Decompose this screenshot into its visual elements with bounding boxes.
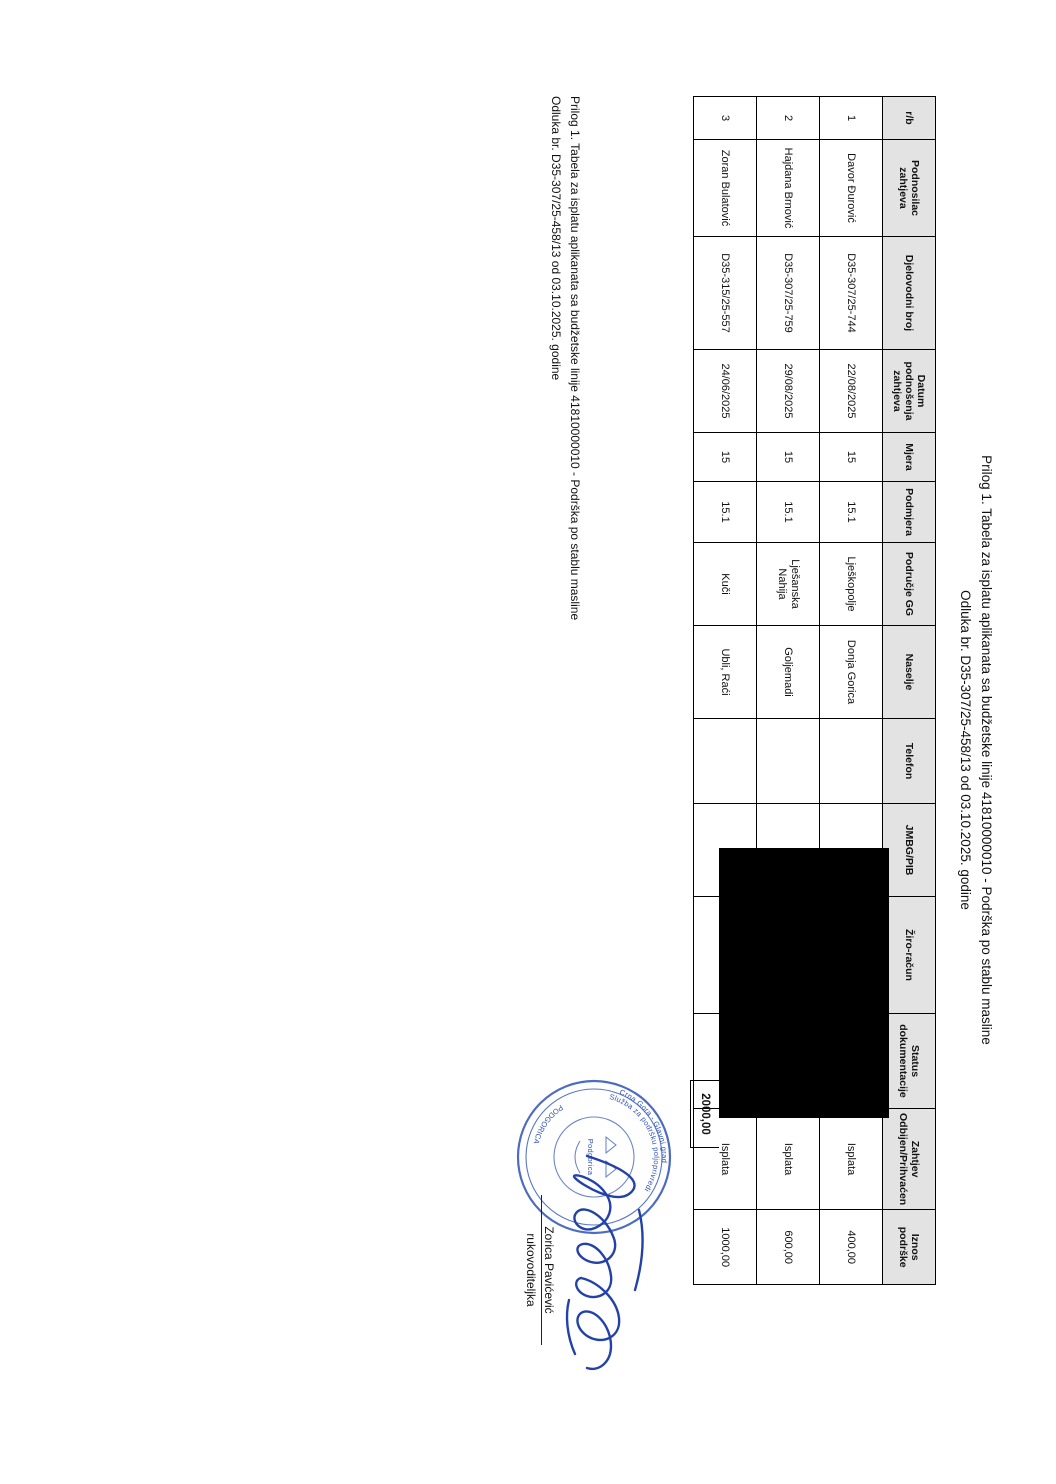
signature-name: Zorica Pavićević (542, 1226, 556, 1314)
stamp-text-line-3: PODGORICA (531, 1102, 565, 1146)
cell-podmjera: 15.1 (757, 482, 820, 543)
col-header-mjera: Mjera (883, 433, 936, 482)
col-header-podrucje-gg: Područje GG (883, 543, 936, 626)
col-header-ziro-racun: Žiro-račun (883, 897, 936, 1014)
total-amount-box (690, 1080, 719, 1148)
col-header-status: Status dokumentacije (883, 1014, 936, 1109)
cell-zahtjev: Isplata (820, 1109, 883, 1210)
col-header-podnosilac: Podnosilac zahtjeva (883, 140, 936, 237)
cell-iznos: 1000,00 (694, 1210, 757, 1285)
cell-telefon (820, 719, 883, 804)
cell-rb: 3 (694, 97, 757, 140)
col-header-djelovodni-broj: Djelovodni broj (883, 237, 936, 350)
cell-mjera: 15 (757, 433, 820, 482)
col-header-iznos: Iznos podrške (883, 1210, 936, 1285)
cell-naselje: Goljemadi (757, 626, 820, 719)
col-header-rb: r/b (883, 97, 936, 140)
title-line-2: Odluka br. D35-307/25-458/13 od 03.10.2025. godine (958, 590, 974, 910)
footnote-line-2: Odluka br. D35-307/25-458/13 od 03.10.2025. godine (548, 96, 563, 381)
cell-rb: 2 (757, 97, 820, 140)
cell-podrucje-gg: Lješanska Nahija (757, 543, 820, 626)
cell-telefon (694, 719, 757, 804)
col-header-datum: Datum podnošenja zahtjeva (883, 350, 936, 433)
cell-mjera: 15 (694, 433, 757, 482)
signature-block (524, 1140, 556, 1400)
cell-podnosilac: Zoran Bulatović (694, 140, 757, 237)
col-header-naselje: Naselje (883, 626, 936, 719)
cell-iznos: 600,00 (757, 1210, 820, 1285)
cell-mjera: 15 (820, 433, 883, 482)
signature-role: rukovoditeljka (524, 1233, 538, 1307)
cell-datum: 24/06/2025 (694, 350, 757, 433)
stamp-text-line-4: Podgorica (586, 1138, 595, 1176)
cell-podnosilac: Hajdana Brnović (757, 140, 820, 237)
document-title (954, 430, 996, 1070)
total-amount-value: 2000,00 (699, 1093, 711, 1135)
col-header-jmbg-pib: JMBG/PIB (883, 804, 936, 897)
cell-iznos: 400,00 (820, 1210, 883, 1285)
handwritten-signature (541, 1150, 661, 1380)
title-line-1: Prilog 1. Tabela za isplatu aplikanata sa budžetske linije 41810000010 - Podrška po stablu masline (979, 455, 994, 1045)
footnote-line-1: Prilog 1. Tabela za isplatu aplikanata sa budžetske linije 41810000010 - Podrška po stablu masline (568, 96, 582, 621)
cell-naselje: Donja Gorica (820, 626, 883, 719)
cell-podrucje-gg: Lješkopolje (820, 543, 883, 626)
cell-zahtjev: Isplata (694, 1109, 757, 1210)
cell-podmjera: 15.1 (820, 482, 883, 543)
cell-datum: 29/08/2025 (757, 350, 820, 433)
col-header-podmjera: Podmjera (883, 482, 936, 543)
cell-podrucje-gg: Kuči (694, 543, 757, 626)
document-footnotes (546, 96, 584, 620)
table-header-row-group (883, 97, 936, 1285)
col-header-telefon: Telefon (883, 719, 936, 804)
payment-table-wrapper (693, 96, 936, 1285)
cell-rb: 1 (820, 97, 883, 140)
cell-telefon (757, 719, 820, 804)
cell-naselje: Ubli, Raći (694, 626, 757, 719)
stamp-text-line-2: Služba za podršku poljoprivredi (608, 1092, 662, 1194)
cell-podmjera: 15.1 (694, 482, 757, 543)
col-header-zahtjev: Zahtjev Odbijen/Prihvaćen (883, 1109, 936, 1210)
stamp-text-line-1: Crna Gora - Glavni grad (618, 1087, 670, 1164)
cell-podnosilac: Davor Đurović (820, 140, 883, 237)
cell-djelovodni-broj: D35-307/25-759 (757, 237, 820, 350)
redaction-block (719, 848, 889, 1118)
cell-djelovodni-broj: D35-307/25-744 (820, 237, 883, 350)
cell-zahtjev: Isplata (757, 1109, 820, 1210)
cell-djelovodni-broj: D35-315/25-557 (694, 237, 757, 350)
cell-datum: 22/08/2025 (820, 350, 883, 433)
table-header-row (883, 97, 936, 1285)
